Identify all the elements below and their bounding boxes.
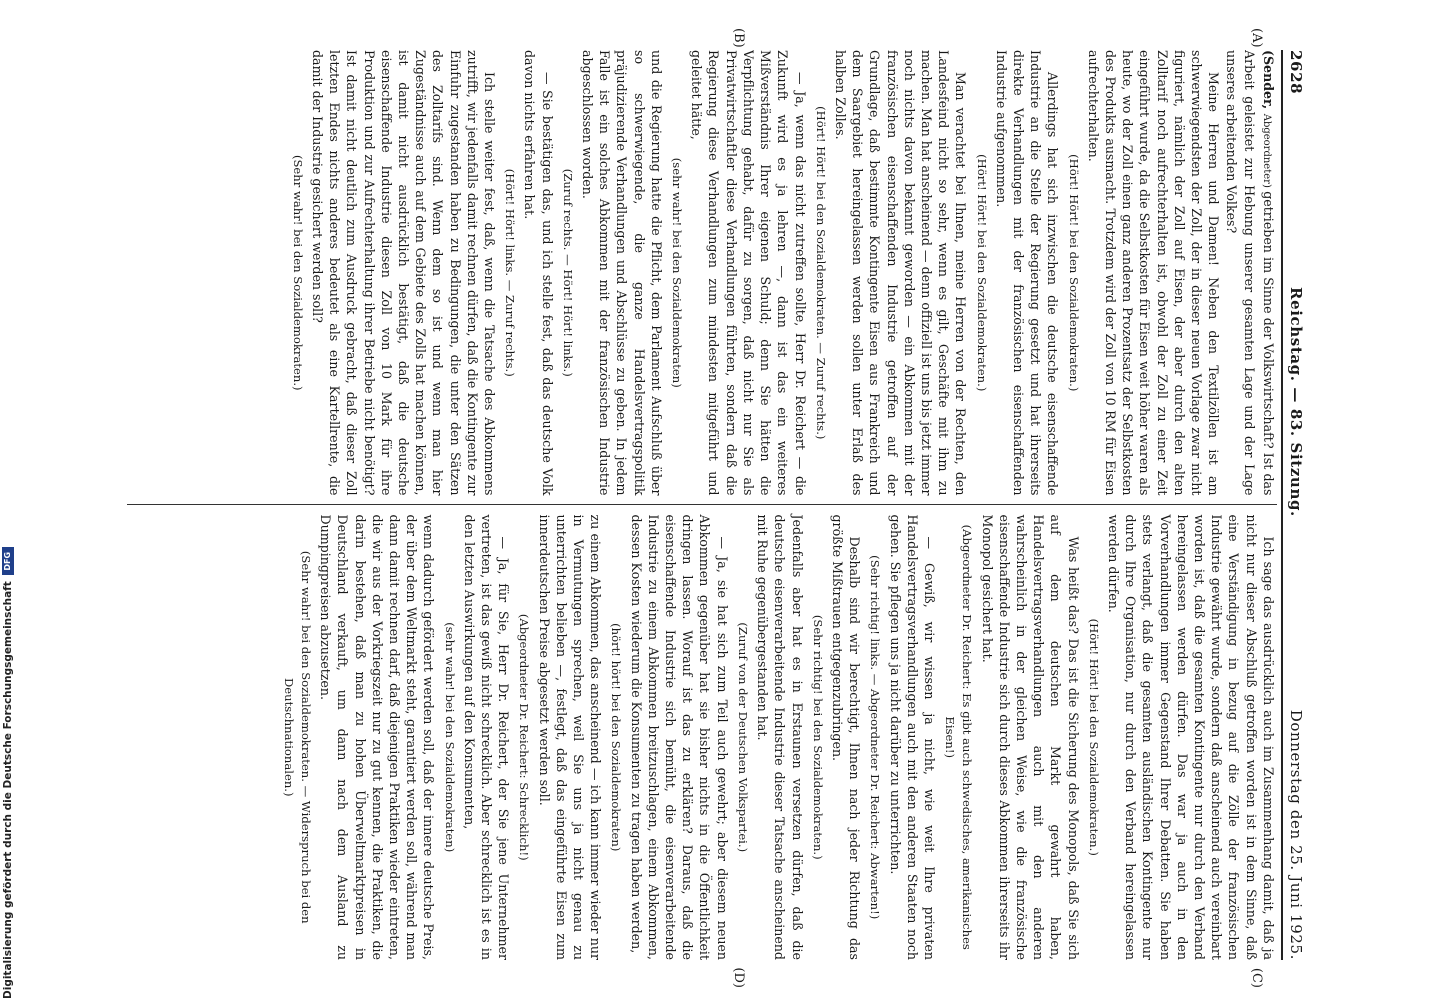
interjection-text: (Hört! Hört! links. — Zuruf rechts.) bbox=[503, 168, 518, 377]
paragraph bbox=[317, 515, 437, 961]
paragraph bbox=[461, 515, 513, 961]
dfg-logo-icon: DFG bbox=[2, 547, 14, 575]
paragraph bbox=[688, 50, 808, 496]
interjection bbox=[866, 515, 883, 961]
margin-label-c: (C) bbox=[1248, 967, 1264, 988]
document-page bbox=[94, 28, 1314, 988]
interjection bbox=[440, 515, 457, 961]
interjection bbox=[607, 515, 624, 961]
paragraph-text: getrieben im Sinne der Volkswirtschaft? Ist das Arbeit geleistet zur Hebung unserer gesamten Lage und der Lage unseres arbeitenden Volkes? bbox=[1224, 50, 1276, 496]
paragraph-text: — Gewiß, wir wissen ja nicht, wie weit Ihre privaten Handelsvertragsverhandlungen auch mit den anderen Staaten noch gehen. Sie pflegen uns ja nicht darüber zu unterrichten. bbox=[887, 514, 937, 960]
interjection bbox=[972, 50, 989, 496]
paragraph-text: Man verachtet bei Ihnen, meine Herren von der Rechten, den Landesfeind nicht so sehr, wenn es gilt, Geschäfte mit ihm zu machen. Man hat anscheinend — denn offiziell ist uns bis jetzt immer noch nichts davon bekannt geworden — ein Abkommen mit der französischen eisenschaffenden Industrie getroffen auf der Grundlage, daß bestimmte Kontingente Eisen aus Frankreich und dem Saargebiet hereingelassen werden sollen unter Erlaß des halben Zolles. bbox=[832, 50, 969, 496]
paragraph bbox=[829, 515, 863, 961]
interjection-text: (Sehr wahr! bei den Sozialdemokraten. — Widerspruch bei den Deutschnationalen.) bbox=[281, 550, 314, 924]
paragraph-text: Ich stelle weiter fest, daß, wenn die Tatsache des Abkommens zutrifft, wir jedenfalls damit rechnen dürfen, daß die Kontingente zur Einfuhr zugestanden haben zu Bedingungen, die unter den Sätzen des Zolltarifs sind. Wenn dem so ist und wenn man hier Zugeständnisse auch auf dem Gebiete des Zolls hat machen können, ist damit nicht ausdrücklich bestätigt, daß die deutsche eisenschaffende Industrie diesen Zoll von 10 Mark für ihre Produktion und zur Aufrechterhaltung ihrer Betriebe nicht benötigt? Ist damit nicht deutlich zum Ausdruck gebracht, daß dieser Zoll letzten Endes nichts anderes bedeutet als eine Kartellrente, die damit der Industrie gesichert werden soll? bbox=[310, 50, 498, 496]
interjection-text: (Hört! Hört! bei den Sozialdemokraten. — Zuruf rechts.) bbox=[813, 106, 828, 440]
paragraph-text: wenn dadurch gefördert werden soll, daß der innere deutsche Preis, der über dem Weltmarkt steht, garantiert werden soll, während man dann damit rechnen darf, daß diejenigen Praktiken wieder eintreten, die wir aus der Vorkriegszeit nur zu gut kennen, die Praktiken, die darin bestehen, daß man zu hohen Überweltmarktpreisen in Deutschland verkauft, um dann nach dem Ausland zu Dumpingpreisen abzusetzen. bbox=[318, 514, 437, 960]
session-title: Reichstag. — 83. Sitzung. bbox=[1287, 287, 1305, 517]
paragraph bbox=[535, 515, 604, 961]
interjection-text: (Abgeordneter Dr. Reichert: Schrecklich!) bbox=[517, 613, 532, 861]
paragraph bbox=[1085, 50, 1223, 496]
speaker-note: Abgeordneter) bbox=[1260, 113, 1272, 192]
text-columns bbox=[127, 28, 1277, 988]
margin-label-d: (D) bbox=[730, 967, 746, 988]
interjection bbox=[501, 50, 518, 496]
interjection-text: (Sehr richtig! bei den Sozialdemokraten.) bbox=[810, 614, 825, 860]
interjection bbox=[515, 515, 532, 961]
paragraph-text: — Ja, für Sie, Herr Dr. Reichert, der Sie jene Unternehmer vertreten, ist das gewiß nicht schrecklich. Aber schrecklich ist es in den letzten Auswirkungen auf den Konsumenten, bbox=[461, 514, 512, 960]
interjection-text: (Sehr richtig! links. — Abgeordneter Dr. Reichert: Abwarten!) bbox=[868, 555, 883, 920]
page-number: 2628 bbox=[1287, 50, 1305, 95]
left-column bbox=[127, 50, 1277, 504]
paragraph-text: Ich sage das ausdrücklich auch im Zusammenhang damit, daß ja nicht nur dieser Abschluß getroffen worden ist in dem Sinne, daß eine Verständigung in bezug auf die Zölle der französischen Industrie gewährt wurde, sondern daß anscheinend auch vereinbart worden ist, daß die gesamten Kontingente nur durch den Verband hereingelassen werden dürfen. Das war ja auch in den Vorverhandlungen immer Gegenstand Ihrer Debatten. Sie haben stets verlangt, daß die gesamten ausländischen Kontingente nur durch Ihre Organisation, nur durch den Verband hereingelassen werden dürfen. bbox=[1105, 514, 1276, 960]
margin-label-b: (B) bbox=[730, 28, 746, 48]
paragraph-text: Meine Herren und Damen! Neben den Textilzöllen ist am schwerwiegendsten der Zoll, der in dieser neuen Vorlage zwar nicht figuriert, nämlich der Zoll auf Eisen, der aber durch den alten Zolltarif noch aufrechterhalten ist, obwohl der Zoll zu einer Zeit eingeführt wurde, da die Selbstkosten für Eisen weit höher waren als heute, wo der Zoll einen ganz anderen Prozentsatz der Selbstkosten des Produkts ausmacht. Trotzdem wird der Zoll von 10 RM für Eisen aufrechterhalten. bbox=[1085, 50, 1222, 496]
digitization-credit bbox=[1, 49, 15, 999]
interjection bbox=[809, 515, 826, 961]
interjection bbox=[734, 515, 751, 961]
interjection bbox=[289, 50, 306, 496]
credit-text: Digitalisierung gefördert durch die Deutsche Forschungsgemeinschaft bbox=[2, 581, 14, 999]
interjection-text: (Sehr wahr! bei den Sozialdemokraten.) bbox=[290, 154, 305, 391]
interjection bbox=[668, 50, 685, 496]
paragraph-text: und die Regierung hatte die Pflicht, dem Parlament Aufschluß über so schwerwiegende, die ganze Handelsvertragspolitik präjudizierende Verhandlungen und Abschlüsse zu geben. In jedem Falle ist ein solches Abkommen mit der französischen Industrie abgeschlossen worden. bbox=[580, 50, 664, 496]
paragraph-text: zu einem Abkommen, das anscheinend — ich kann immer wieder nur in Vermutungen sprechen, weil Sie uns ja nicht genau zu unterrichten belieben —, festlegt, daß das eingeführte Eisen zum innerdeutschen Preise abgesetzt werden soll. bbox=[536, 514, 604, 960]
interjection bbox=[812, 50, 829, 496]
interjection bbox=[941, 515, 975, 961]
page-header bbox=[1281, 50, 1304, 960]
interjection-text: (Zuruf rechts. — Hört! Hört! links.) bbox=[560, 168, 575, 377]
interjection-text: (Hört! Hört! bei den Sozialdemokraten.) bbox=[974, 154, 989, 392]
paragraph-text: Allerdings hat sich inzwischen die deutsche eisenschaffende Industrie an die Stelle der Regierung gesetzt und hat ihrerseits direkte Verhandlungen mit der französischen eisenschaffenden Industrie aufgenommen. bbox=[993, 50, 1061, 496]
interjection bbox=[559, 50, 576, 496]
paragraph-text: Deshalb sind wir berechtigt, Ihnen nach jeder Richtung das größte Mißtrauen entgegenzubringen. bbox=[829, 514, 863, 960]
session-date: Donnerstag den 25. Juni 1925. bbox=[1287, 709, 1305, 960]
paragraph bbox=[521, 50, 555, 496]
interjection-text: (Hört! Hört! bei den Sozialdemokraten.) bbox=[1086, 618, 1101, 856]
interjection bbox=[280, 515, 314, 961]
paragraph bbox=[1223, 50, 1277, 496]
paragraph bbox=[309, 50, 498, 496]
paragraph bbox=[886, 515, 938, 961]
paragraph bbox=[754, 515, 806, 961]
paragraph bbox=[832, 50, 970, 496]
interjection bbox=[1085, 515, 1102, 961]
interjection-text: (Abgeordneter Dr. Reichert: Es gibt auch schwedisches, amerikanisches Eisen!) bbox=[943, 524, 975, 950]
paragraph-text: — Sie bestätigen das, und ich stelle fest, daß das deutsche Volk davon nichts erfahren hat. bbox=[522, 50, 555, 496]
right-column bbox=[127, 504, 1277, 961]
paragraph bbox=[1105, 515, 1277, 961]
paragraph bbox=[627, 515, 730, 961]
interjection-text: (sehr wahr! bei den Sozialdemokraten) bbox=[442, 622, 457, 853]
paragraph-text: Jedenfalls aber hat es in Erstaunen versetzen dürfen, daß die deutsche eisenverarbeitende Industrie dieser Tatsache anscheinend mit Ruhe gegenübergestanden hat. bbox=[755, 514, 805, 960]
paragraph-text: Was heißt das? Das ist die Sicherung des Monopols, daß Sie sich auf dem deutschen Markt gewahrt haben, Handelsvertragsverhandlungen auch mit den anderen wahrscheinlich in der gleichen Weise, wie die französische eisenschaffende Industrie sich durch dieses Abkommen ihrerseits ihr Monopol gesichert hat. bbox=[979, 514, 1081, 960]
paragraph bbox=[579, 50, 665, 496]
paragraph bbox=[978, 515, 1081, 961]
interjection-text: (Zuruf von der Deutschen Volkspartei.) bbox=[735, 622, 750, 853]
interjection-text: (Hört! Hört! bei den Sozialdemokraten.) bbox=[1066, 154, 1081, 392]
interjection-text: (hört! hört! bei den Sozialdemokraten) bbox=[609, 623, 624, 852]
paragraph bbox=[993, 50, 1062, 496]
speaker-name: (Sender, bbox=[1260, 50, 1276, 114]
paragraph-text: — Ja, wenn das nicht zutreffen sollte, Herr Dr. Reichert — die Zukunft wird es ja lehren —, dann ist das ein weiteres Mißverständnis Ihrer eigenen Schuld; denn Sie hätten die Verpflichtung gehabt, dafür zu sorgen, daß nicht nur Sie als Privatwirtschaftler diese Verhandlungen führten, sondern daß die Regierung diese Verhandlungen zum mindesten mitgeführt und geleitet hätte, bbox=[689, 50, 808, 496]
interjection-text: (sehr wahr! bei den Sozialdemokraten) bbox=[670, 157, 685, 388]
interjection bbox=[1064, 50, 1081, 496]
paragraph-text: — Ja, sie hat sich zum Teil auch gewehrt; aber diesem neuen Abkommen gegenüber hat sie bisher nichts in die Öffentlichkeit dringen lassen. Worauf ist das zu erklären? Daraus, daß die eisenschaffende Industrie sich bemüht, die eisenverarbeitende Industrie zu einem Abkommen breitzuschlagen, einem Abkommen, dessen Kosten wiederum die Konsumenten zu tragen haben werden, bbox=[628, 514, 730, 960]
margin-label-a: (A) bbox=[1248, 28, 1264, 48]
